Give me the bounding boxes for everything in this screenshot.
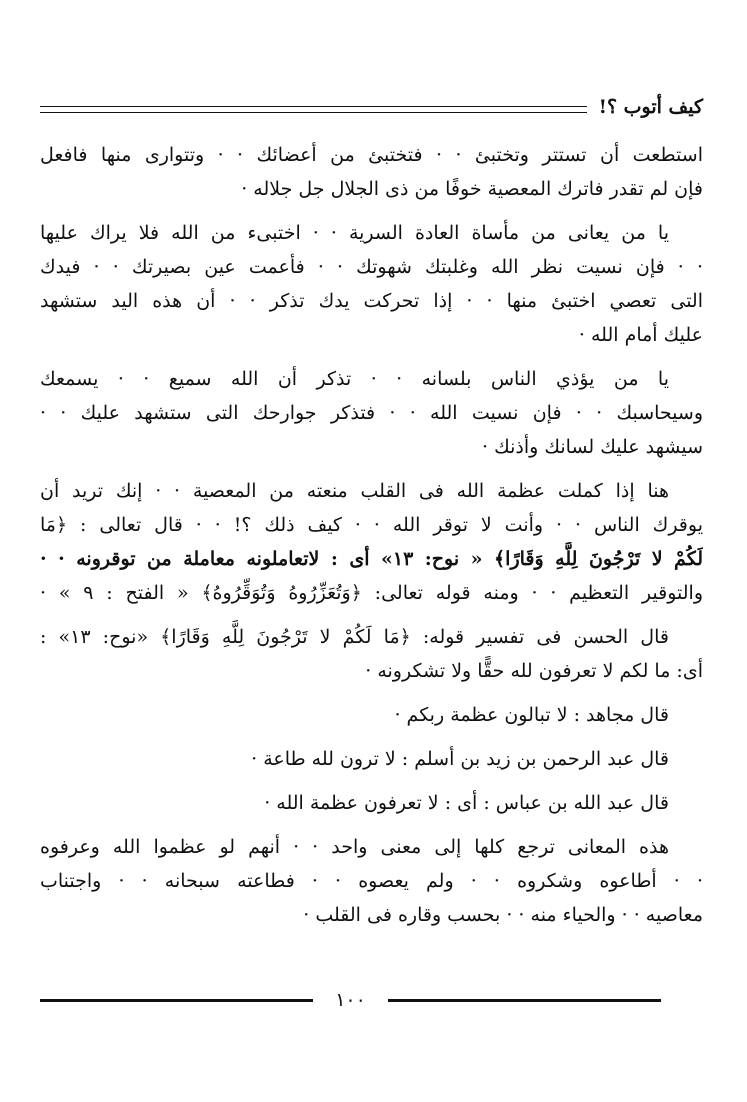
text-line: فإن لم تقدر فاترك المعصية خوفًا من ذى الجلال جل جلاله ·	[241, 178, 703, 200]
text-line: · · فإن نسيت نظر الله وغلبتك شهوتك · · فأعمت عين بصيرتك · · فيدك	[40, 256, 703, 278]
page-body	[40, 138, 703, 932]
text-line: سيشهد عليك لسانك وأذنك ·	[482, 436, 703, 458]
text-line: أى: ما لكم لا تعرفون لله حقًّا ولا تشكرونه ·	[365, 660, 703, 682]
text-line: يوقرك الناس · · وأنت لا توقر الله · · كيف ذلك ؟! · · قال تعالى : ﴿مَا	[40, 514, 703, 536]
quote-line-abdulrahman: قال عبد الرحمن بن زيد بن أسلم : لا ترون لله طاعة ·	[251, 748, 669, 770]
header-rule	[40, 106, 587, 113]
text-line: معاصيه · · والحياء منه · · بحسب وقاره فى القلب ·	[303, 904, 703, 926]
text-line: قال الحسن فى تفسير قوله: ﴿مَا لَكُمْ لا تَرْجُونَ لِلَّهِ وَقَارًا﴾ «نوح: ١٣» :	[40, 626, 669, 648]
text-line: التى تعصي اختبئ منها · · إذا تحركت يدك تذكر · · أن هذه اليد ستشهد	[40, 290, 703, 312]
text-line: استطعت أن تستتر وتختبئ · · فتختبئ من أعضائك · · وتتوارى منها فافعل	[40, 144, 703, 166]
text-line: · · أطاعوه وشكروه · · ولم يعصوه · · فطاعته سبحانه · · واجتناب	[40, 870, 703, 892]
quote-line-mujahid: قال مجاهد : لا تبالون عظمة ربكم ·	[394, 704, 669, 726]
text-line: وسيحاسبك · · فإن نسيت الله · · فتذكر جوارحك التى ستشهد عليك · ·	[40, 402, 703, 424]
text-line: يا من يؤذي الناس بلسانه · · تذكر أن الله سميع · · يسمعك	[40, 368, 669, 390]
text-line: هذه المعانى ترجع كلها إلى معنى واحد · · أنهم لو عظموا الله وعرفوه	[40, 836, 669, 858]
text-line: عليك أمام الله ·	[578, 324, 703, 346]
quran-verse-line: لَكُمْ لا تَرْجُونَ لِلَّهِ وَقَارًا﴾ « نوح: ١٣» أى : لاتعاملونه معاملة من توقرونه · ·	[40, 548, 703, 570]
text-line: يا من يعانى من مأساة العادة السرية · · اختبىء من الله فلا يراك عليها	[40, 222, 669, 244]
text-line: هنا إذا كملت عظمة الله فى القلب منعته من المعصية · · إنك تريد أن	[40, 480, 669, 502]
page-number: ١٠٠	[335, 989, 366, 1011]
running-header	[40, 92, 703, 122]
page-footer	[40, 985, 661, 1015]
quote-line-ibn-abbas: قال عبد الله بن عباس : أى : لا تعرفون عظمة الله ·	[264, 792, 669, 814]
footer-rule-right	[388, 999, 661, 1002]
header-title: كيف أتوب ؟!	[598, 96, 703, 118]
footer-rule-left	[40, 999, 313, 1002]
text-line: والتوقير التعظيم · · ومنه قوله تعالى: ﴿وَتُعَزِّرُوهُ وَتُوَقِّرُوهُ﴾ « الفتح : ٩ » ·	[40, 582, 703, 604]
